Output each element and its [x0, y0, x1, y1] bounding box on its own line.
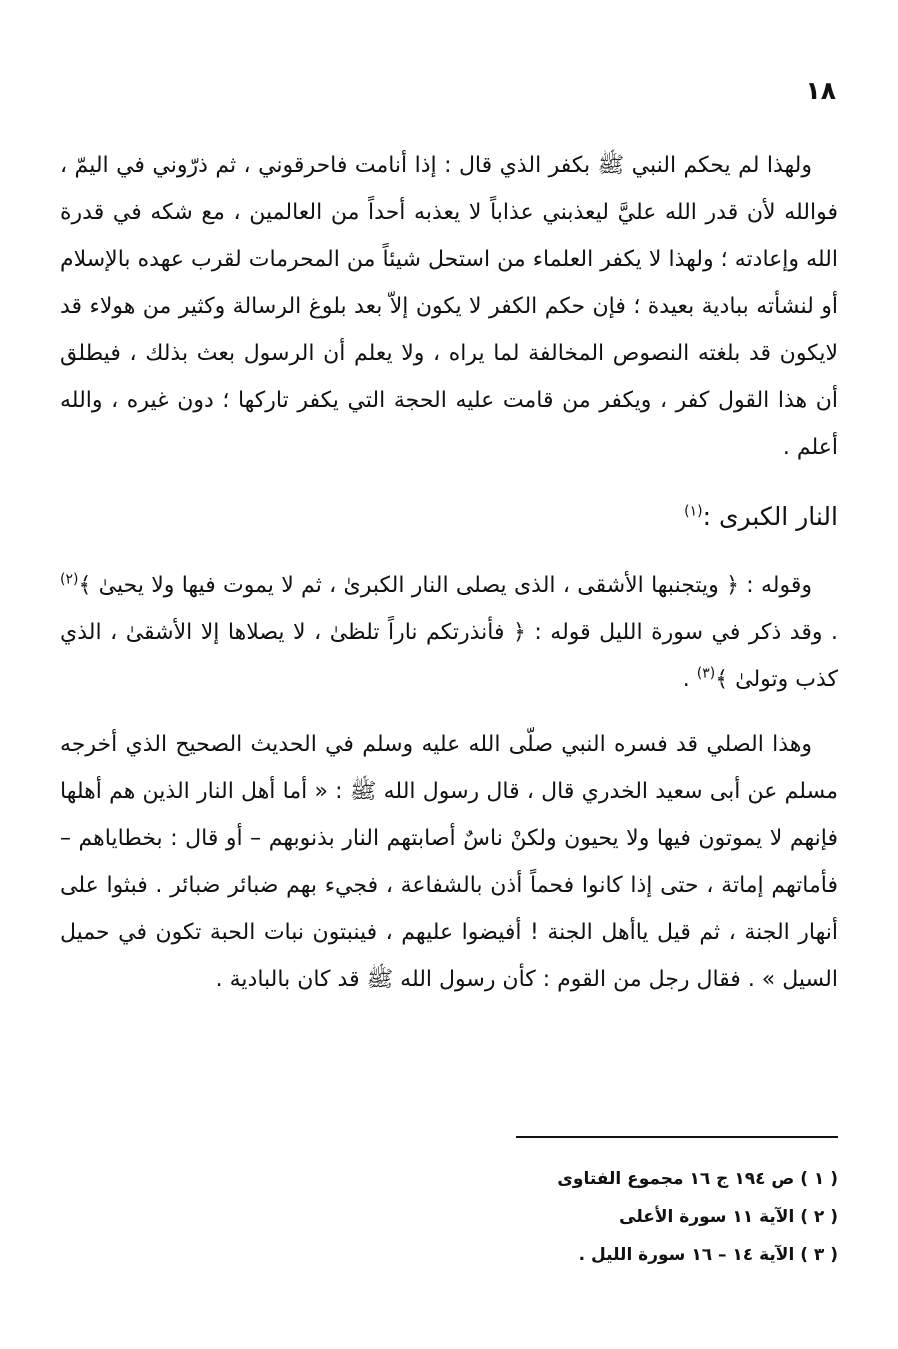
- footnote-3: ( ٣ ) الآية ١٤ – ١٦ سورة الليل .: [578, 1245, 838, 1265]
- paragraph-1: ولهذا لم يحكم النبي ﷺ بكفر الذي قال : إذا أنامت فاحرقوني ، ثم ذرّوني في اليمّ ، فوالله لأن قدر الله عليَّ ليعذبني عذاباً لا يعذبه أحداً من العالمين ، مع شكه في قدرة الله وإعادته ؛ ولهذا لا يكفر العلماء من استحل شيئاً من المحرمات لقرب عهده بالإسلام أو لنشأته ببادية بعيدة ؛ فإن حكم الكفر لا يكون إلاّ بعد بلوغ الرسالة وكثير من هولاء قد لايكون قد بلغته النصوص المخالفة لما يراه ، ولا يعلم أن الرسول بعث بذلك ، فيطلق أن هذا القول كفر ، ويكفر من قامت عليه الحجة التي يكفر تاركها ؛ دون غيره ، والله أعلم .: [60, 153, 838, 460]
- footnote-2: ( ٢ ) الآية ١١ سورة الأعلى: [619, 1207, 838, 1227]
- footnote-divider: [516, 1136, 838, 1138]
- footnote-ref-2: (٢): [60, 571, 79, 588]
- paragraph-2-part-b: . وقد ذكر في سورة الليل قوله : ﴿ فأنذرتكم ناراً تلظىٰ ، لا يصلاها إلا الأشقىٰ ، الذي كذب وتولىٰ ﴾: [60, 620, 838, 692]
- paragraph-3: وهذا الصلي قد فسره النبي صلّى الله عليه وسلم في الحديث الصحيح الذي أخرجه مسلم عن أبى سعيد الخدري قال ، قال رسول الله ﷺ : « أما أهل النار الذين هم أهلها فإنهم لا يموتون فيها ولا يحيون ولكنْ ناسٌ أصابتهم النار بذنوبهم – أو قال : بخطاياهم – فأماتهم إماتة ، حتى إذا كانوا فحماً أذن بالشفاعة ، فجيء بهم ضبائر ضبائر . فبثوا على أنهار الجنة ، ثم قيل ياأهل الجنة ! أفيضوا عليهم ، فينبتون نبات الحبة تكون في حميل السيل » . فقال رجل من القوم : كأن رسول الله ﷺ قد كان بالبادية .: [60, 732, 838, 992]
- footnotes: [338, 1160, 838, 1274]
- paragraph-2-part-a: وقوله : ﴿ ويتجنبها الأشقى ، الذى يصلى النار الكبرىٰ ، ثم لا يموت فيها ولا يحيىٰ ﴾: [78, 573, 812, 598]
- footnote-ref-3: (٣): [696, 665, 716, 682]
- footnote-ref-1: (١): [684, 503, 703, 520]
- main-text: [60, 142, 838, 1003]
- section-heading: [60, 493, 838, 540]
- heading-text: النار الكبرى :: [702, 502, 838, 531]
- paragraph-2-part-c: .: [682, 667, 697, 692]
- paragraph-2: [60, 562, 838, 703]
- footnote-1: ( ١ ) ص ١٩٤ ج ١٦ مجموع الفتاوى: [557, 1169, 838, 1189]
- page-number: ١٨: [805, 76, 836, 105]
